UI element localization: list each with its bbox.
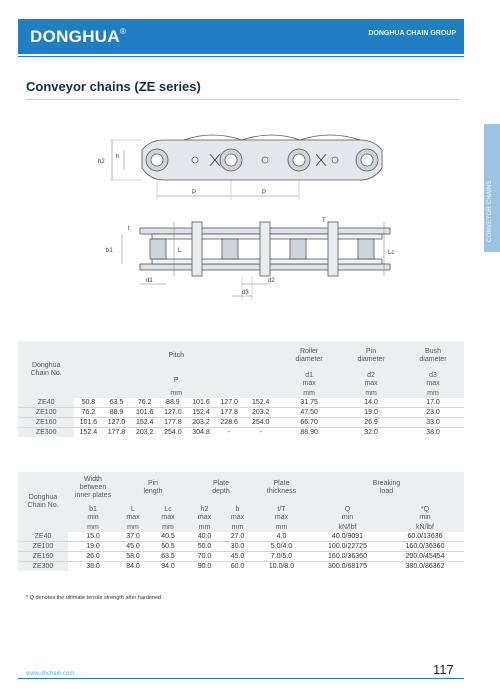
dim-label-h: h [116, 154, 120, 160]
table-cell: 380.0/86362 [386, 562, 464, 572]
table-row [18, 552, 464, 562]
table-row [18, 408, 464, 418]
table-cell: 200.0/45454 [386, 552, 464, 562]
pin-circle [332, 157, 338, 163]
table-cell: 45.0 [221, 552, 254, 562]
table-row [18, 398, 464, 408]
dim-label-pitch-2: P [262, 190, 267, 196]
dim-label-pitch-1: P [192, 190, 197, 196]
symbol-cell: b1 min [68, 505, 118, 523]
roller-unit: mm [278, 389, 340, 398]
table-cell: 63.5 [148, 552, 188, 562]
table-cell: 90.0 [188, 562, 221, 572]
table-cell: 203.2 [131, 428, 159, 438]
roller-symbol: d1 max [278, 371, 340, 389]
brand-logo: DONGHUA® [30, 27, 127, 46]
pin-head [260, 222, 270, 276]
chain-no-header: Donghua Chain No. [18, 341, 74, 398]
footer-divider [18, 678, 464, 679]
table-cell: 88.9 [102, 408, 130, 418]
dim-label-L: L [178, 248, 182, 254]
table-cell: 26.0 [68, 552, 118, 562]
roller-header: Roller diameter [278, 341, 340, 371]
table-cell: 47.50 [278, 408, 340, 418]
table-cell: 40.5 [161, 533, 175, 540]
dim-label-d1: d1 [146, 278, 153, 284]
table-cell: 14.0 [364, 399, 378, 406]
table-cell: 17.0 [426, 399, 440, 406]
table-cell: 152.4 [131, 418, 159, 428]
table-cell: 60.0/13636 [407, 533, 443, 540]
table-cell: 101.6 [74, 418, 102, 428]
table-row [18, 562, 464, 572]
footnote: * Q denotes the ultimate tensile strength after hardened [26, 595, 162, 601]
table-cell: 127.0 [220, 399, 238, 406]
plate-lobe [242, 135, 300, 140]
table-cell: 70.0 [188, 552, 221, 562]
pin-head [328, 222, 338, 276]
dim-label-b1: b1 [106, 248, 113, 254]
dim-label-d2: d2 [268, 278, 275, 284]
table-cell: 10.0/8.0 [254, 562, 309, 572]
table-cell: 31.75 [300, 399, 318, 406]
table-cell: 94.0 [148, 562, 188, 572]
table-cell: 101.6 [131, 408, 159, 418]
section-side-tab [484, 124, 500, 252]
symbol-cell: Lc max [148, 505, 188, 523]
table-cell: 15.0 [86, 533, 100, 540]
pitch-diameter-table [18, 341, 464, 437]
brand-header [18, 19, 464, 54]
unit-cell: mm [221, 523, 254, 532]
table-row [18, 532, 464, 542]
table-cell: 58.0 [118, 552, 148, 562]
chain-no-cell: ZE40 [18, 532, 68, 542]
roller-circle [225, 154, 237, 166]
symbol-cell: *Q min [386, 505, 464, 523]
pin-circle [192, 157, 198, 163]
unit-cell: mm [68, 523, 118, 532]
table-cell: 33.0 [402, 418, 464, 428]
plate-lobe [300, 135, 360, 140]
page-title: Conveyor chains (ZE series) [26, 79, 201, 94]
pitch-header: Pitch [74, 341, 278, 371]
table-cell: 5.0/4.0 [254, 542, 309, 552]
table-cell: 152.4 [251, 399, 270, 406]
chain-no-cell: ZE160 [18, 552, 68, 562]
unit-cell: mm [148, 523, 188, 532]
table-cell: 100.0/22725 [309, 542, 386, 552]
pin-circle [262, 157, 268, 163]
table-cell: 300.0/68175 [309, 562, 386, 572]
plate-depth-header: Plate depth [188, 472, 254, 505]
dim-label-d3: d3 [242, 290, 249, 296]
table-cell: 38.0 [68, 562, 118, 572]
table-cell: 19.0 [68, 542, 118, 552]
table-cell: 254.0 [243, 418, 278, 428]
table-cell: 177.8 [159, 418, 187, 428]
chain-no-cell: ZE100 [18, 542, 68, 552]
side-view [110, 135, 382, 200]
chain-no-cell: ZE100 [18, 408, 74, 418]
table-cell: 37.0 [126, 533, 140, 540]
unit-cell: kN/lbf [309, 523, 386, 532]
roller-top-view [358, 239, 374, 259]
table-row [18, 418, 464, 428]
symbol-cell: h max [221, 505, 254, 523]
roller-top-view [290, 239, 306, 259]
website-link[interactable]: www.dhchain.com [26, 671, 75, 677]
table-cell: - [215, 428, 243, 438]
table-cell: 177.8 [215, 408, 243, 418]
load-table-body [18, 532, 464, 571]
table-cell: 127.0 [102, 418, 130, 428]
roller-circle [151, 154, 163, 166]
table-cell: 50.5 [148, 542, 188, 552]
table-cell: 152.4 [74, 428, 102, 438]
bush-unit: mm [402, 389, 464, 398]
table-cell: - [243, 428, 278, 438]
dim-label-Lc: Lc [388, 250, 395, 256]
pitch-unit: mm [74, 389, 278, 398]
pin-length-header: Pin length [118, 472, 188, 505]
table-row [18, 428, 464, 438]
unit-cell: mm [118, 523, 148, 532]
table-cell: 152.4 [187, 408, 215, 418]
chain-drawing [92, 118, 412, 308]
page-number: 117 [433, 662, 454, 677]
roller-circle [361, 154, 373, 166]
table-cell: 127.0 [159, 408, 187, 418]
dim-label-T: T [322, 218, 326, 224]
table-cell: 160.0/36360 [309, 552, 386, 562]
table-cell: 4.0 [276, 533, 287, 540]
plate-thickness-header: Plate thickness [254, 472, 309, 505]
chain-no-header: Donghua Chain No. [18, 472, 68, 532]
table-cell: 45.0 [118, 542, 148, 552]
symbol-cell: L max [118, 505, 148, 523]
top-view [122, 222, 390, 300]
table-cell: 38.0 [402, 428, 464, 438]
dimensions-load-table [18, 472, 464, 571]
table-cell: 30.0 [221, 542, 254, 552]
table-cell: 160.0/36360 [386, 542, 464, 552]
chain-no-cell: ZE300 [18, 428, 74, 438]
chain-no-cell: ZE160 [18, 418, 74, 428]
table-cell: 66.70 [278, 418, 340, 428]
table-cell: 50.0 [188, 542, 221, 552]
unit-cell: mm [254, 523, 309, 532]
chain-no-cell: ZE40 [18, 398, 74, 408]
table-row [18, 542, 464, 552]
table-cell: 40.0/9091 [331, 533, 364, 540]
table-cell: 50.8 [81, 399, 96, 406]
group-name: DONGHUA CHAIN GROUP [368, 30, 456, 37]
roller-top-view [222, 239, 238, 259]
title-divider [26, 99, 459, 100]
width-header: Width between inner plates [68, 472, 118, 505]
chain-no-cell: ZE300 [18, 562, 68, 572]
pin-unit: mm [340, 389, 402, 398]
pin-head [192, 222, 202, 276]
table-cell: 84.0 [118, 562, 148, 572]
table-cell: 63.5 [109, 399, 124, 406]
symbol-cell: t/T max [254, 505, 309, 523]
side-tab-label: CONVEYOR CHAINS [487, 180, 493, 242]
symbol-cell: h2 max [188, 505, 221, 523]
table-cell: 228.6 [215, 418, 243, 428]
table-cell: 27.0 [230, 533, 245, 540]
dim-label-t: t [128, 226, 130, 232]
pin-header: Pin diameter [340, 341, 402, 371]
symbol-cell: Q min [309, 505, 386, 523]
bush-symbol: d3 max [402, 371, 464, 389]
table-cell: 23.0 [402, 408, 464, 418]
pitch-table-body [18, 398, 464, 437]
table-cell: 304.8 [187, 428, 215, 438]
unit-cell: mm [188, 523, 221, 532]
breaking-load-header: Breaking load [309, 472, 464, 505]
table-cell: 203.2 [187, 418, 215, 428]
table-cell: 88.90 [278, 428, 340, 438]
plate-lobe [184, 135, 242, 140]
table-cell: 40.0 [197, 533, 212, 540]
bush-header: Bush diameter [402, 341, 464, 371]
roller-circle [293, 154, 305, 166]
table-cell: 88.9 [166, 399, 180, 406]
unit-cell: kN/lbf [386, 523, 464, 532]
table-cell: 26.9 [340, 418, 402, 428]
table-cell: 60.0 [221, 562, 254, 572]
table-cell: 101.6 [192, 399, 210, 406]
pin-symbol: d2 max [340, 371, 402, 389]
table-cell: 254.0 [159, 428, 187, 438]
dim-label-h2: h2 [98, 159, 105, 165]
table-cell: 203.2 [243, 408, 278, 418]
table-cell: 32.0 [340, 428, 402, 438]
pitch-symbol: P [74, 371, 278, 389]
header-divider [18, 56, 464, 57]
table-cell: 19.0 [340, 408, 402, 418]
table-cell: 76.2 [137, 399, 152, 406]
table-cell: 177.8 [102, 428, 130, 438]
table-cell: 76.2 [74, 408, 102, 418]
roller-top-view [150, 239, 166, 259]
table-cell: 7.0/5.0 [254, 552, 309, 562]
